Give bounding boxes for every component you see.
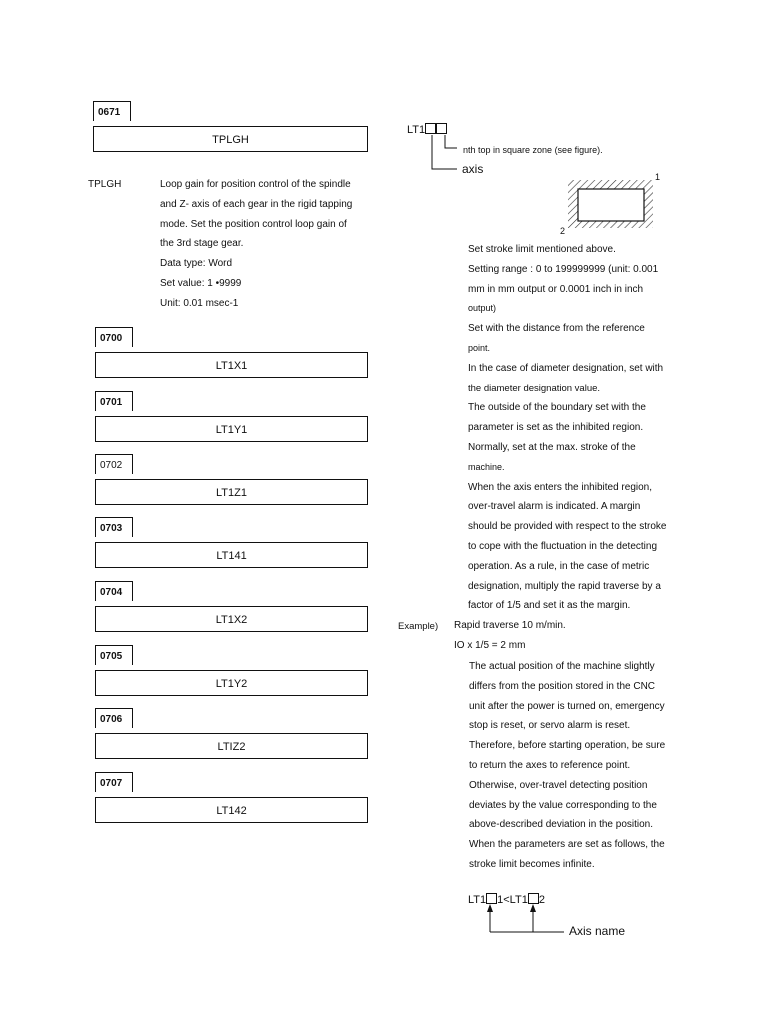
note-line: above-described deviation in the position. — [469, 819, 654, 831]
explanation-line: parameter is set as the inhibited region. — [468, 422, 644, 434]
note-line: When the parameters are set as follows, the — [469, 839, 665, 851]
example-line-1: Rapid traverse 10 m/min. — [454, 620, 566, 631]
explanation-block — [468, 240, 683, 616]
param-name-box: LT1X2 — [95, 606, 368, 632]
stroke-zone-figure — [560, 172, 670, 238]
note-line: stroke limit becomes infinite. — [469, 858, 595, 870]
formula-mid: 1<LT1 — [497, 894, 528, 906]
example-label: Example) — [398, 621, 439, 632]
explanation-line: point. — [468, 342, 491, 353]
desc-line: the 3rd stage gear. — [160, 238, 244, 250]
param-number: 0706 — [95, 708, 133, 728]
axis-name-label: Axis name — [569, 924, 626, 938]
desc-line: Set value: 1 •9999 — [160, 277, 242, 289]
explanation-line: In the case of diameter designation, set with — [468, 362, 664, 374]
note-line: Therefore, before starting operation, be sure — [469, 740, 666, 752]
param-name-box-0671: TPLGH — [93, 126, 368, 152]
explanation-line: the diameter designation value. — [468, 382, 601, 394]
note-line: unit after the power is turned on, emergency — [469, 700, 665, 712]
explanation-line: over-travel alarm is indicated. A margin — [468, 501, 641, 513]
desc-line: mode. Set the position control loop gain of — [160, 218, 347, 230]
note-line: The actual position of the machine slightly — [469, 661, 655, 672]
lt1-diagram — [405, 118, 645, 178]
note-line: differs from the position stored in the CNC — [469, 680, 656, 692]
param-name-box: LT142 — [95, 797, 368, 823]
param-name-box: LT1Y1 — [95, 416, 368, 442]
explanation-line: mm in mm output or 0.0001 inch in inch — [468, 283, 644, 295]
explanation-line: Set stroke limit mentioned above. — [468, 244, 616, 255]
param-number: 0701 — [95, 391, 133, 411]
param-number: 0703 — [95, 517, 133, 537]
nth-label: nth top in square zone (see figure). — [463, 145, 603, 155]
param-number: 0702 — [95, 454, 133, 474]
param-0671-label: TPLGH — [88, 179, 122, 190]
axis-arrows — [466, 890, 666, 940]
desc-line: Unit: 0.01 msec-1 — [160, 297, 239, 309]
explanation-line: machine. — [468, 461, 505, 472]
desc-line: Data type: Word — [160, 258, 233, 270]
explanation-line: operation. As a rule, in the case of metric — [468, 560, 650, 572]
param-number: 0707 — [95, 772, 133, 792]
param-name-box: LT141 — [95, 542, 368, 568]
desc-line: and Z- axis of each gear in the rigid tapping — [160, 198, 353, 210]
example-line-2: IO x 1/5 = 2 mm — [454, 640, 526, 651]
param-name-box: LT1Y2 — [95, 670, 368, 696]
param-name-box: LTIZ2 — [95, 733, 368, 759]
explanation-line: designation, multiply the rapid traverse by a — [468, 580, 661, 592]
explanation-line: When the axis enters the inhibited region, — [468, 481, 652, 493]
explanation-line: should be provided with respect to the stroke — [468, 521, 667, 533]
explanation-line: factor of 1/5 and set it as the margin. — [468, 600, 631, 612]
formula-suffix: 2 — [538, 894, 545, 906]
explanation-line: Setting range : 0 to 199999999 (unit: 0.001 — [468, 263, 659, 275]
explanation-line: to cope with the fluctuation in the detecting — [468, 540, 658, 552]
note-line: deviates by the value corresponding to the — [469, 799, 657, 811]
explanation-line: Set with the distance from the reference — [468, 323, 645, 335]
param-number-0671: 0671 — [93, 101, 131, 121]
note-line: stop is reset, or servo alarm is reset. — [469, 720, 631, 732]
corner-2-label: 2 — [560, 226, 566, 236]
hatched-rectangle — [560, 172, 670, 238]
param-number: 0704 — [95, 581, 133, 601]
desc-line: Loop gain for position control of the spindle — [160, 179, 351, 190]
param-number: 0705 — [95, 645, 133, 665]
param-name-box: LT1Z1 — [95, 479, 368, 505]
corner-1-label: 1 — [655, 172, 661, 182]
infinite-limit-diagram — [466, 890, 666, 940]
note-line: to return the axes to reference point. — [469, 759, 631, 771]
explanation-line: output) — [468, 303, 497, 314]
lt1-prefix-text: LT1 — [407, 124, 426, 136]
explanation-line: The outside of the boundary set with the — [468, 402, 646, 414]
note-line: Otherwise, over-travel detecting position — [469, 779, 648, 791]
param-0671-description — [160, 175, 372, 314]
param-number: 0700 — [95, 327, 133, 347]
param-name-box: LT1X1 — [95, 352, 368, 378]
explanation-line: Normally, set at the max. stroke of the — [468, 441, 636, 453]
notes-block — [469, 657, 684, 875]
formula-prefix: LT1 — [468, 894, 487, 906]
axis-label: axis — [462, 162, 484, 176]
